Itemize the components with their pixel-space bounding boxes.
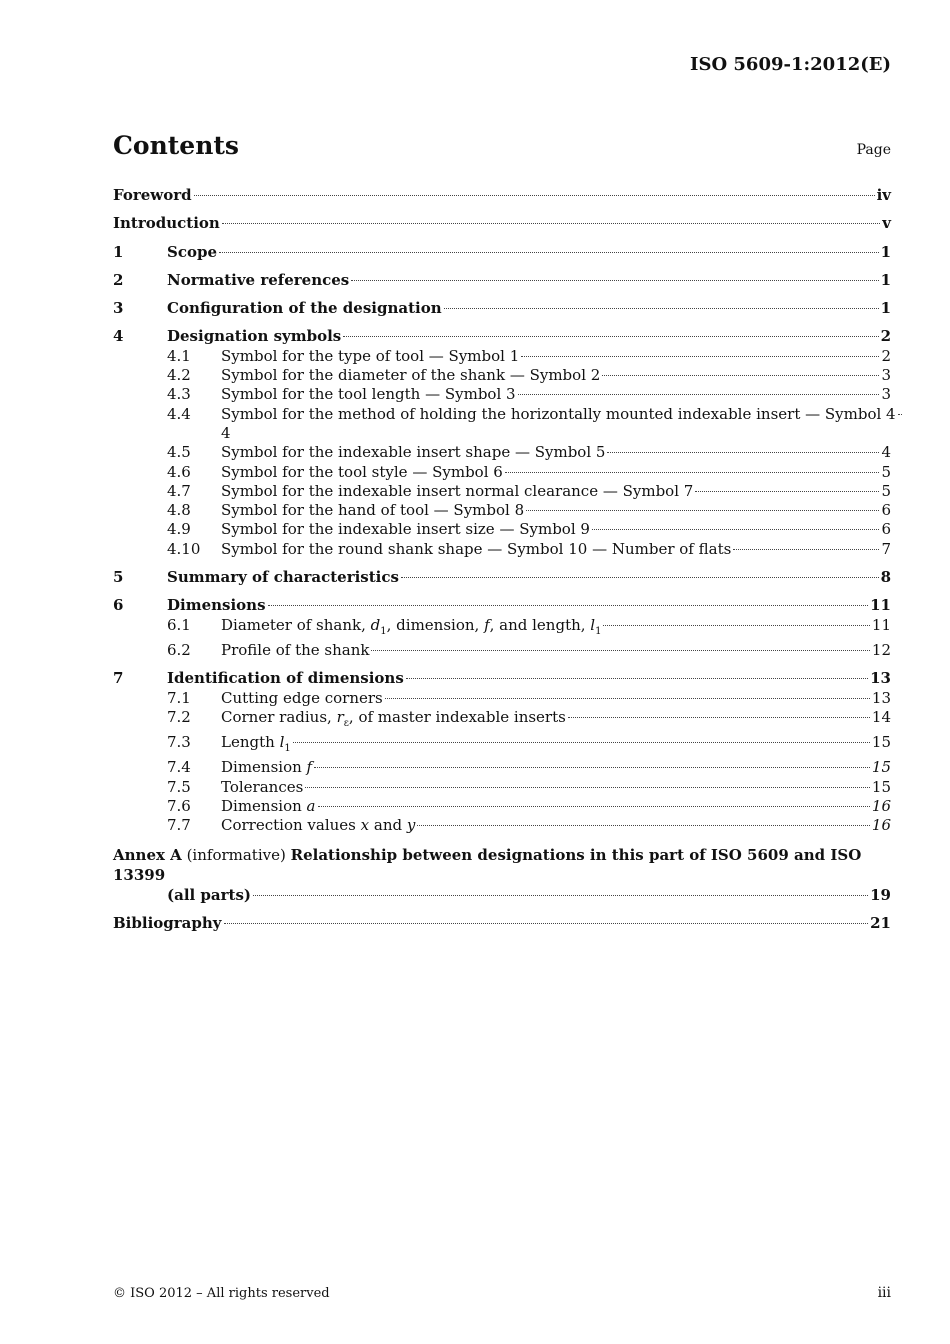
- toc-entry-4-2[interactable]: [113, 366, 891, 385]
- label-text: Correction values: [221, 816, 361, 835]
- toc-page: 11: [871, 615, 891, 634]
- toc-entry-introduction[interactable]: [113, 214, 891, 233]
- toc-number: 6.2: [167, 640, 191, 659]
- dot-leader: [318, 806, 870, 807]
- toc-label: Dimensions: [167, 596, 266, 615]
- toc-number: 3: [113, 299, 124, 318]
- toc-label: Bibliography: [113, 913, 222, 932]
- toc-entry-foreword[interactable]: [113, 186, 891, 205]
- copyright-notice: © ISO 2012 – All rights reserved: [113, 1286, 330, 1301]
- dot-leader: [417, 825, 870, 826]
- toc-entry-4-7[interactable]: [113, 482, 891, 501]
- indent-spacer: [113, 424, 221, 443]
- toc-entry-6-1[interactable]: [113, 616, 891, 641]
- toc-number: 4: [113, 327, 124, 346]
- toc-number: 7.7: [167, 816, 191, 835]
- toc-number: 4.9: [167, 520, 191, 539]
- toc-number: 4.7: [167, 481, 191, 500]
- toc-entry-7-1[interactable]: [113, 689, 891, 708]
- label-text: Dimension: [221, 758, 307, 777]
- label-text: , dimension,: [386, 615, 485, 634]
- subscript: 1: [595, 625, 602, 637]
- dot-leader: [444, 308, 879, 309]
- toc-entry-7-5[interactable]: [113, 778, 891, 797]
- toc-label: Normative references: [167, 270, 350, 289]
- toc-label: Scope: [167, 242, 218, 261]
- toc-label: Profile of the shank: [221, 640, 370, 659]
- toc-entry-4-8[interactable]: [113, 501, 891, 520]
- toc-label: Configuration of the designation: [167, 299, 442, 318]
- toc-page: 15: [871, 758, 891, 777]
- dot-leader: [194, 195, 875, 196]
- toc-number: 4.10: [167, 539, 201, 558]
- dot-leader: [268, 605, 869, 606]
- subscript: 1: [284, 743, 291, 755]
- toc-label: Symbol for the indexable insert shape — Symbol 5: [221, 443, 606, 462]
- dot-leader: [733, 549, 879, 550]
- symbol-f: f: [484, 615, 490, 634]
- subscript: 1: [380, 625, 387, 637]
- toc-page: 8: [880, 568, 891, 587]
- toc-label: Tolerances: [221, 777, 304, 796]
- toc-entry-4-4[interactable]: [113, 404, 896, 424]
- toc-page: 1: [880, 299, 891, 318]
- subscript: ε: [343, 717, 349, 729]
- toc-label: [221, 816, 415, 835]
- dot-leader: [505, 472, 880, 473]
- annex-title-continued: (all parts): [167, 885, 252, 904]
- toc-page: 3: [881, 366, 891, 385]
- dot-leader: [603, 625, 869, 626]
- dot-leader: [222, 223, 880, 224]
- page-number: iii: [877, 1285, 891, 1301]
- toc-label: Symbol for the indexable insert size — Symbol 9: [221, 520, 590, 539]
- toc-entry-identification[interactable]: [113, 669, 891, 688]
- toc-entry-7-4[interactable]: [113, 758, 891, 777]
- toc-label: [221, 708, 566, 733]
- toc-number: 4.3: [167, 385, 191, 404]
- toc-label: [221, 797, 316, 816]
- dot-leader: [406, 678, 868, 679]
- toc-page: 19: [870, 885, 891, 904]
- dot-leader: [526, 510, 879, 511]
- toc-page: 4: [221, 423, 231, 442]
- label-text: Length: [221, 733, 280, 752]
- toc-entry-4-4-page-line: [113, 424, 891, 443]
- symbol-l: l: [590, 615, 596, 634]
- toc-number: 7.2: [167, 707, 191, 726]
- toc-page: 13: [870, 669, 891, 688]
- dot-leader: [343, 336, 878, 337]
- label-text: Corner radius,: [221, 707, 337, 726]
- toc-page: 2: [881, 346, 891, 365]
- dot-leader: [592, 529, 880, 530]
- toc-entry-7-6[interactable]: [113, 797, 891, 816]
- dot-leader: [314, 767, 870, 768]
- toc-page: 16: [871, 816, 891, 835]
- toc-page: 15: [871, 733, 891, 752]
- annex-title-line-1: [113, 845, 891, 885]
- toc-entry-4-5[interactable]: [113, 443, 891, 462]
- toc-label: Symbol for the hand of tool — Symbol 8: [221, 501, 525, 520]
- document-id: ISO 5609-1:2012(E): [690, 54, 891, 75]
- dot-leader: [695, 491, 879, 492]
- label-text: , of master indexable inserts: [348, 707, 566, 726]
- toc-number: 7: [113, 669, 124, 688]
- dot-leader: [521, 356, 879, 357]
- toc-page: 3: [881, 385, 891, 404]
- toc-entry-normative-references[interactable]: [113, 271, 891, 290]
- toc-label: Foreword: [113, 186, 192, 204]
- dot-leader: [253, 895, 868, 896]
- symbol-d: d: [370, 615, 381, 634]
- toc-entry-4-3[interactable]: [113, 385, 891, 404]
- label-text: , and length,: [489, 615, 591, 634]
- toc-number: 5: [113, 568, 124, 587]
- dot-leader: [607, 452, 879, 453]
- toc-page: 13: [871, 688, 891, 707]
- toc-page: 11: [870, 596, 891, 615]
- dot-leader: [224, 923, 869, 924]
- toc-entry-designation-symbols[interactable]: [113, 327, 891, 346]
- toc-page: 2: [880, 327, 891, 346]
- dot-leader: [518, 394, 880, 395]
- annex-prefix: Annex A: [113, 845, 182, 864]
- symbol-r: r: [336, 707, 344, 726]
- toc-label: Symbol for the tool style — Symbol 6: [221, 462, 503, 481]
- symbol-l: l: [279, 733, 285, 752]
- toc-label: Summary of characteristics: [167, 568, 399, 587]
- toc-entry-scope[interactable]: [113, 243, 891, 262]
- toc-number: 4.5: [167, 443, 191, 462]
- symbol-a: a: [306, 797, 316, 816]
- toc-page: 6: [881, 520, 891, 539]
- toc-page: iv: [876, 186, 891, 204]
- toc-number: 1: [113, 242, 124, 261]
- symbol-y: y: [406, 816, 416, 835]
- toc-entry-summary[interactable]: [113, 568, 891, 587]
- toc-page: 7: [881, 539, 891, 558]
- toc-number: 4.8: [167, 501, 191, 520]
- toc-entry-7-3[interactable]: [113, 733, 891, 758]
- toc-number: 7.4: [167, 758, 191, 777]
- toc-label: Symbol for the tool length — Symbol 3: [221, 385, 516, 404]
- toc-page: 1: [880, 270, 891, 289]
- toc-page: 16: [871, 797, 891, 816]
- toc-entry-bibliography[interactable]: [113, 914, 891, 933]
- toc-entry-annex-a[interactable]: [113, 845, 891, 905]
- dot-leader: [293, 742, 870, 743]
- contents-title: Contents: [113, 131, 240, 160]
- toc-number: 7.5: [167, 777, 191, 796]
- dot-leader: [305, 787, 870, 788]
- toc-number: 4.1: [167, 346, 191, 365]
- toc-number: 7.3: [167, 733, 191, 752]
- toc-page: 4: [881, 443, 891, 462]
- toc-entry-7-2[interactable]: [113, 708, 891, 733]
- page-column-label: Page: [856, 142, 891, 158]
- toc-label: Cutting edge corners: [221, 688, 383, 707]
- toc-entry-configuration[interactable]: [113, 299, 891, 318]
- toc-label: Symbol for the method of holding the horizontally mounted indexable insert — Symbol 4: [221, 404, 896, 423]
- toc-page: 14: [871, 707, 891, 726]
- toc-entry-dimensions[interactable]: [113, 596, 891, 615]
- toc-page: 21: [870, 913, 891, 932]
- toc-page: 12: [871, 640, 891, 659]
- dot-leader: [602, 375, 879, 376]
- toc-entry-7-7[interactable]: [113, 816, 891, 835]
- toc-entry-4-1[interactable]: [113, 347, 891, 366]
- toc-number: 7.1: [167, 688, 191, 707]
- toc-number: 4.6: [167, 462, 191, 481]
- dot-leader: [898, 414, 902, 415]
- toc-entry-4-6[interactable]: [113, 463, 891, 482]
- toc-label: Identification of dimensions: [167, 669, 404, 688]
- toc-label: Symbol for the type of tool — Symbol 1: [221, 346, 520, 365]
- dot-leader: [371, 650, 869, 651]
- annex-title: Relationship between designations in this part of ISO 5609 and ISO 13399: [113, 845, 862, 884]
- annex-title-line-2: [113, 885, 891, 905]
- dot-leader: [568, 717, 870, 718]
- symbol-x: x: [360, 816, 370, 835]
- toc-label: Symbol for the diameter of the shank — Symbol 2: [221, 366, 601, 385]
- label-text: Diameter of shank,: [221, 615, 371, 634]
- toc-label: Symbol for the round shank shape — Symbol 10 — Number of flats: [221, 539, 732, 558]
- toc-page: v: [882, 214, 891, 233]
- toc-page: 5: [881, 462, 891, 481]
- toc-label: [221, 616, 601, 641]
- toc-label: Designation symbols: [167, 327, 342, 346]
- toc-number: 7.6: [167, 797, 191, 816]
- dot-leader: [351, 280, 878, 281]
- toc-label: [221, 758, 312, 777]
- label-text: Dimension: [221, 797, 307, 816]
- toc-page: 5: [881, 481, 891, 500]
- toc-number: 4.4: [167, 404, 191, 423]
- toc-entry-4-9[interactable]: [113, 520, 891, 539]
- toc-page: 6: [881, 501, 891, 520]
- toc-number: 2: [113, 270, 124, 289]
- dot-leader: [401, 577, 879, 578]
- table-of-contents: [113, 186, 896, 933]
- toc-number: 6.1: [167, 615, 191, 634]
- toc-number: 6: [113, 596, 124, 615]
- dot-leader: [219, 252, 879, 253]
- toc-page: 15: [871, 777, 891, 796]
- annex-informative: (informative): [186, 845, 286, 864]
- toc-number: 4.2: [167, 366, 191, 385]
- symbol-f: f: [306, 758, 313, 777]
- toc-label: Introduction: [113, 214, 220, 233]
- toc-entry-6-2[interactable]: [113, 641, 891, 660]
- toc-label: Symbol for the indexable insert normal clearance — Symbol 7: [221, 481, 694, 500]
- toc-label: [221, 733, 291, 758]
- toc-entry-4-10[interactable]: [113, 540, 891, 559]
- label-text: and: [369, 816, 407, 835]
- toc-page: 1: [880, 242, 891, 261]
- dot-leader: [385, 698, 870, 699]
